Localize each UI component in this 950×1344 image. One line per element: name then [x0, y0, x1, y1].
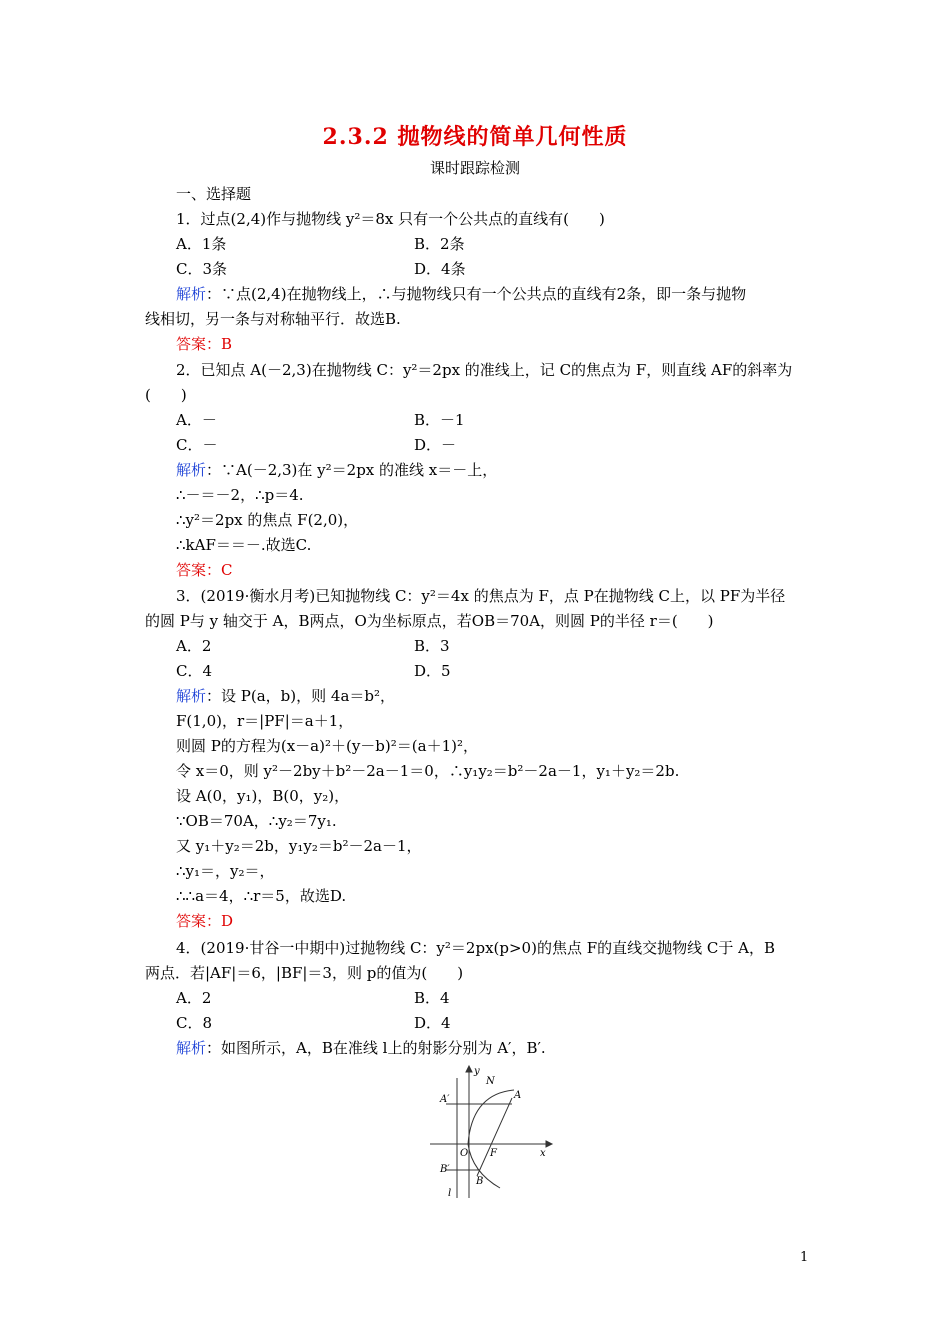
label-o: O [460, 1148, 469, 1159]
y-axis-arrow [466, 1066, 472, 1072]
q3-analysis-line-4: 令 x＝0，则 y²－2by＋b²－2a－1＝0，∴y₁y₂＝b²－2a－1，y₁＋y₂＝2b. [176, 762, 680, 780]
q4-analysis-text: ：如图所示，A，B在准线 l上的射影分别为 A′，B′. [206, 1039, 546, 1057]
q3-analysis-line-6: ∵OB＝70A，∴y₂＝7y₁. [176, 812, 337, 830]
q2-answer: 答案：C [176, 561, 233, 579]
parabola-figure [428, 1064, 554, 1202]
q2-stem-cont: ( ) [145, 386, 187, 404]
label-l: l [448, 1188, 452, 1199]
q2-option-d: D．－ [414, 436, 457, 454]
q3-analysis [176, 686, 395, 706]
q2-option-b: B．－1 [414, 411, 465, 429]
q1-stem: 1．过点(2,4)作与抛物线 y²＝8x 只有一个公共点的直线有( ) [176, 210, 605, 228]
q2-analysis-line-3: ∴y²＝2px 的焦点 F(2,0)， [176, 511, 359, 529]
q2-analysis [176, 460, 497, 480]
label-x: x [540, 1148, 546, 1159]
label-n: N [486, 1076, 495, 1087]
q3-analysis-line-3: 则圆 P的方程为(x－a)²＋(y－b)²＝(a＋1)²， [176, 737, 478, 755]
page-subtitle: 课时跟踪检测 [429, 159, 520, 177]
q3-option-a: A．2 [176, 637, 212, 655]
q1-option-c: C．3条 [176, 260, 228, 278]
page-title: 2.3.2 抛物线的简单几何性质 [322, 124, 628, 150]
q1-analysis-text: ：∵点(2,4)在抛物线上，∴与抛物线只有一个公共点的直线有2条，即一条与抛物 [206, 285, 747, 303]
q4-option-d: D．4 [414, 1014, 451, 1032]
q4-option-a: A．2 [176, 989, 212, 1007]
q3-option-c: C．4 [176, 662, 213, 680]
q4-analysis-label: 解析 [176, 1039, 207, 1057]
q2-analysis-line-2: ∴－＝－2，∴p＝4. [176, 486, 304, 504]
q2-option-c: C．－ [176, 436, 218, 454]
parabola-curve [468, 1090, 514, 1188]
q3-option-b: B．3 [414, 637, 450, 655]
q2-option-a: A．－ [176, 411, 217, 429]
q1-option-b: B．2条 [414, 235, 465, 253]
label-f: F [490, 1148, 497, 1159]
q4-option-c: C．8 [176, 1014, 213, 1032]
q3-analysis-line-7: 又 y₁＋y₂＝2b，y₁y₂＝b²－2a－1， [176, 837, 422, 855]
q1-analysis-label: 解析 [176, 285, 207, 303]
focal-chord [477, 1098, 512, 1176]
label-a: A [514, 1090, 522, 1101]
label-b: B [476, 1176, 484, 1187]
q4-stem: 4．(2019·甘谷一中期中)过抛物线 C：y²＝2px(p>0)的焦点 F的直线交抛物线 C于 A，B [176, 939, 775, 957]
q3-stem: 3．(2019·衡水月考)已知抛物线 C：y²＝4x 的焦点为 F，点 P在抛物线 C上，以 PF为半径 [176, 587, 786, 605]
label-y: y [474, 1066, 480, 1077]
q3-stem-cont: 的圆 P与 y 轴交于 A，B两点，O为坐标原点，若OB＝70A，则圆 P的半径 r＝( ) [145, 612, 714, 630]
q4-option-b: B．4 [414, 989, 450, 1007]
q2-analysis-line-4: ∴kAF＝＝－.故选C. [176, 536, 312, 554]
q2-analysis-label: 解析 [176, 461, 207, 479]
q3-analysis-line-1: ：设 P(a，b)，则 4a＝b²， [206, 687, 395, 705]
q3-analysis-line-8: ∴y₁＝，y₂＝， [176, 862, 275, 880]
q1-analysis-cont: 线相切，另一条与对称轴平行．故选B. [145, 310, 401, 328]
q1-analysis [176, 284, 746, 304]
q3-analysis-line-2: F(1,0)，r＝|PF|＝a＋1， [176, 712, 354, 730]
q2-analysis-line-1: ：∵A(－2,3)在 y²＝2px 的准线 x＝－上， [206, 461, 498, 479]
q3-analysis-line-9: ∴∴a＝4，∴r＝5，故选D. [176, 887, 347, 905]
label-a-prime: A′ [440, 1094, 450, 1105]
q2-stem: 2．已知点 A(－2,3)在抛物线 C：y²＝2px 的准线上，记 C的焦点为 F，则直线 AF的斜率为 [176, 361, 793, 379]
q1-option-a: A．1条 [176, 235, 227, 253]
q3-answer: 答案：D [176, 912, 234, 930]
page-number: 1 [800, 1250, 809, 1265]
q3-option-d: D．5 [414, 662, 451, 680]
q3-analysis-label: 解析 [176, 687, 207, 705]
q4-stem-cont: 两点．若|AF|＝6，|BF|＝3，则 p的值为( ) [145, 964, 464, 982]
q4-analysis [176, 1038, 546, 1058]
q1-option-d: D．4条 [414, 260, 466, 278]
label-b-prime: B′ [440, 1164, 450, 1175]
section-heading: 一、选择题 [176, 185, 252, 203]
q1-answer: 答案：B [176, 335, 233, 353]
q3-analysis-line-5: 设 A(0，y₁)，B(0，y₂)， [176, 787, 350, 805]
x-axis-arrow [546, 1141, 552, 1147]
